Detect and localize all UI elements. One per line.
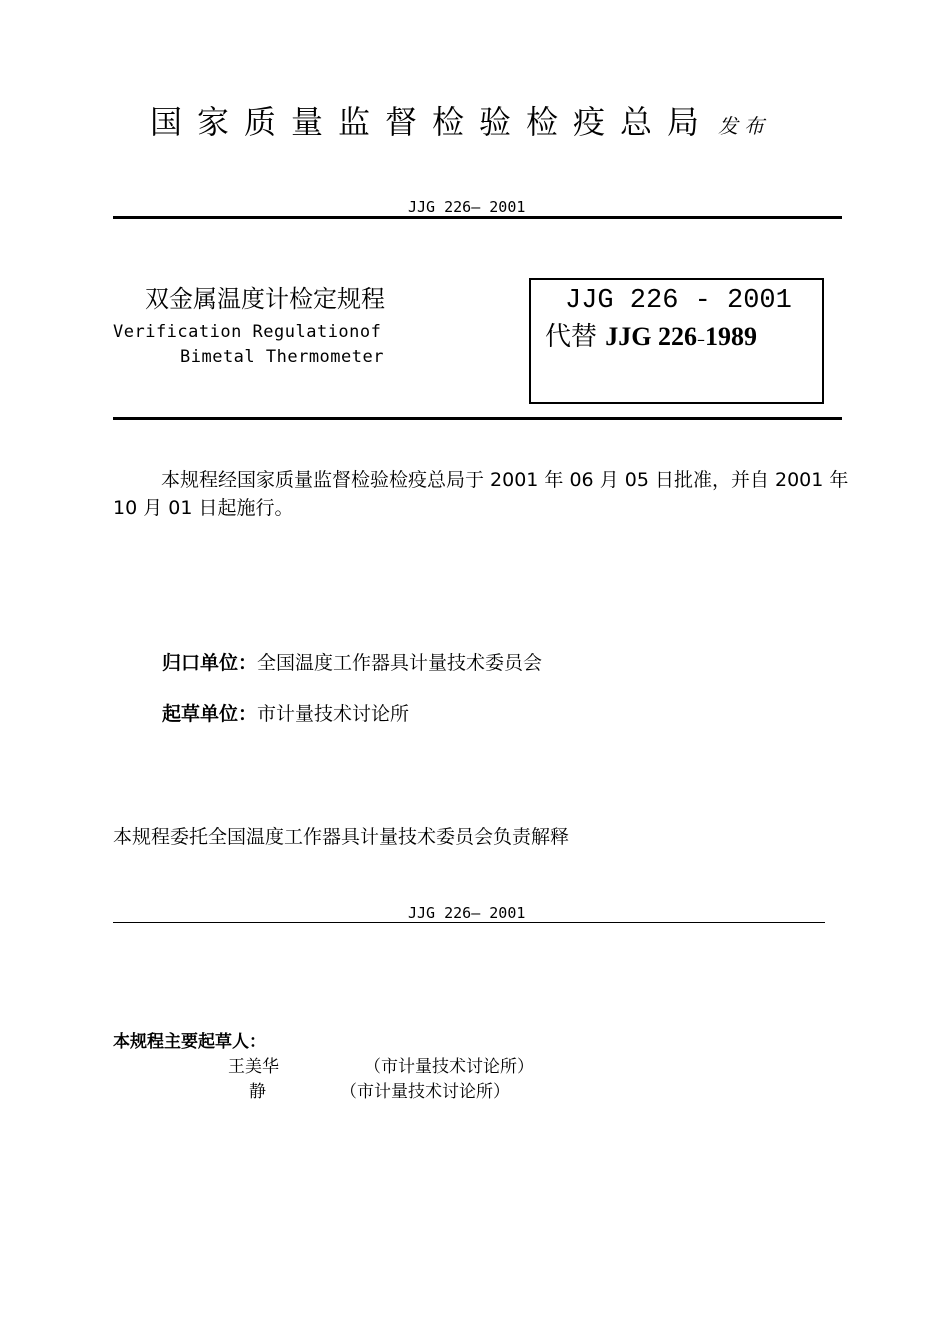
drafters-heading: 本规程主要起草人： [113,1032,266,1052]
interpretation-statement: 本规程委托全国温度工作器具计量技术委员会负责解释 [113,826,570,848]
title-bottom-rule [113,417,842,420]
standard-code-box [529,278,824,404]
replaces-standard [545,316,757,353]
publish-suffix: 发布 [718,114,771,138]
centralized-unit-label: 归口单位： [162,652,258,674]
top-rule [113,216,842,219]
footer-rule [113,922,825,923]
centralized-unit [162,648,542,675]
drafting-unit-value: 市计量技术讨论所 [257,703,410,725]
replaces-code: JJG 226 [605,322,698,351]
drafting-unit [162,699,409,726]
regulation-title-en-line1: Verification Regulationof [113,322,382,342]
standard-code-top: JJG 226— 2001 [408,198,526,216]
regulation-title-cn: 双金属温度计检定规程 [145,285,385,313]
drafter-org: （市计量技术讨论所） [340,1082,510,1102]
drafter-name: 王美华 [228,1057,279,1077]
standard-code: JJG 226 - 2001 [565,286,792,316]
standard-code-footer: JJG 226— 2001 [408,904,526,922]
centralized-unit-value: 全国温度工作器具计量技术委员会 [257,652,543,674]
drafting-unit-label: 起草单位： [162,703,258,725]
regulation-title-en-line2: Bimetal Thermometer [180,347,384,367]
approval-text: 本规程经国家质量监督检验检疫总局于 2001 年 06 月 05 日批准，并自 2001 年 10 月 01 日起施行。 [113,469,849,519]
replaces-prefix: 代替 [545,322,598,352]
drafter-org: （市计量技术讨论所） [364,1057,534,1077]
replaces-dash: – [697,330,706,349]
drafter-name: 静 [249,1082,266,1102]
replaces-year: 1989 [705,322,758,351]
publisher-name: 国家质量监督检验检疫总局 [150,103,715,141]
publisher-heading [150,97,770,143]
approval-paragraph [113,466,853,522]
